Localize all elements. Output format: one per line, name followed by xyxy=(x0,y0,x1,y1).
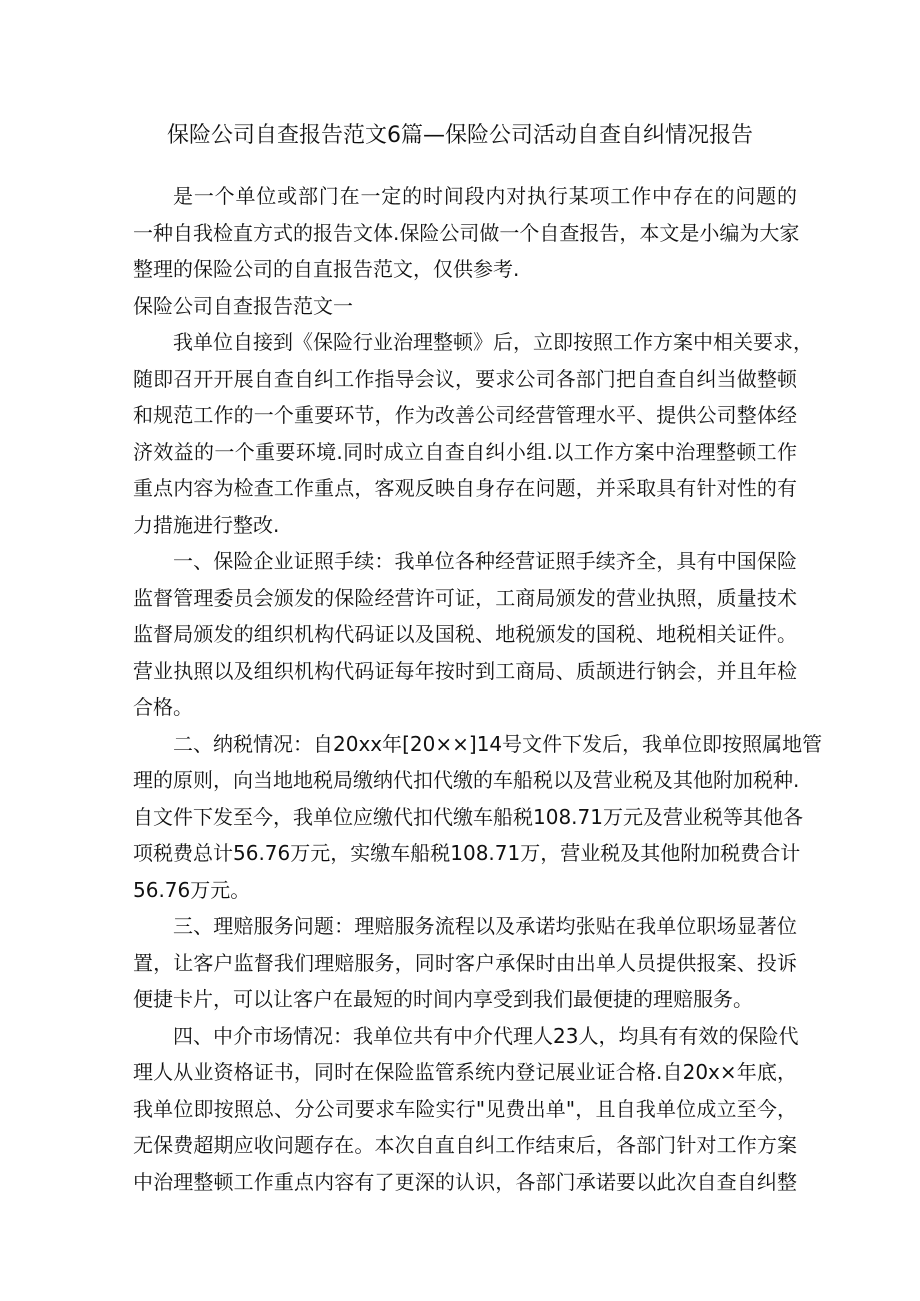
text-line: 一种自我检直方式的报告文体.保险公司做一个自查报告，本文是小编为大家 xyxy=(133,220,800,245)
text-line: 理人从业资格证书，同时在保险监管系统内登记展业证合格.自20x×年底， xyxy=(133,1060,797,1084)
text-line: 是一个单位或部门在一定的时间段内对执行某项工作中存在的问题的 xyxy=(173,184,797,208)
text-line: 和规范工作的一个重要环节，作为改善公司经营管理水平、提供公司整体经 xyxy=(133,403,797,427)
text-line: 合格。 xyxy=(133,695,193,719)
document-title: 保险公司自查报告范文6篇—保险公司活动自查自纠情况报告 xyxy=(167,123,753,148)
text-line: 随即召开开展自查自纠工作指导会议，要求公司各部门把自查自纠当做整顿 xyxy=(133,366,797,391)
text-line: 置，让客户监督我们理赔服务，同时客户承保时由出单人员提供报案、投诉 xyxy=(133,950,797,975)
text-line: 一、保险企业证照手续：我单位各种经营证照手续齐全，具有中国保险 xyxy=(173,549,797,573)
text-line: 四、中介市场情况：我单位共有中介代理人23人，均具有有效的保险代 xyxy=(173,1023,799,1048)
text-line: 我单位自接到《保险行业治理整顿》后，立即按照工作方案中相关要求， xyxy=(173,330,813,354)
text-line: 中治理整顿工作重点内容有了更深的认识，各部门承诺要以此次自查自纠整 xyxy=(133,1169,797,1194)
text-line: 重点内容为检查工作重点，客观反映自身存在问题，并采取具有针对性的有 xyxy=(133,476,797,500)
text-line: 监督管理委员会颁发的保险经营许可证，工商局颁发的营业执照，质量技术 xyxy=(133,585,797,610)
text-line: 项税费总计56.76万元，实缴车船税108.71万，营业税及其他附加税费合计 xyxy=(133,841,801,865)
document-body xyxy=(133,178,823,1200)
text-line: 整理的保险公司的自直报告范文，仅供参考. xyxy=(133,257,520,281)
text-line: 理的原则，向当地地税局缴纳代扣代缴的车船税以及营业税及其他附加税种. xyxy=(133,768,800,792)
text-line: 我单位即按照总、分公司要求车险实行"见费出单"，且自我单位成立至今， xyxy=(133,1096,797,1121)
text-line: 无保费超期应收问题存在。本次自直自纠工作结束后，各部门针对工作方案 xyxy=(133,1133,797,1157)
text-line: 力措施进行整改. xyxy=(133,512,280,537)
text-line: 三、理赔服务问题：理赔服务流程以及承诺均张贴在我单位职场显著位 xyxy=(173,914,797,938)
text-line: 56.76万元。 xyxy=(133,877,251,902)
text-line: 二、纳税情况：自20xx年[20××]14号文件下发后，我单位即按照属地管 xyxy=(173,731,823,756)
text-line: 保险公司自查报告范文一 xyxy=(133,293,353,318)
text-line: 便捷卡片，可以让客户在最短的时间内享受到我们最便捷的理赔服务。 xyxy=(133,987,753,1011)
text-line: 营业执照以及组织机构代码证每年按时到工商局、质颉进行钠会，并且年检 xyxy=(133,658,797,683)
text-line: 济效益的一个重要环境.同时成立自查自纠小组.以工作方案中治理整顿工作 xyxy=(133,439,797,464)
text-line: 监督局颁发的组织机构代码证以及国税、地税颁发的国税、地税相关证件。 xyxy=(133,622,797,646)
text-line: 自文件下发至今，我单位应缴代扣代缴车船税108.71万元及营业税等其他各 xyxy=(133,804,803,829)
